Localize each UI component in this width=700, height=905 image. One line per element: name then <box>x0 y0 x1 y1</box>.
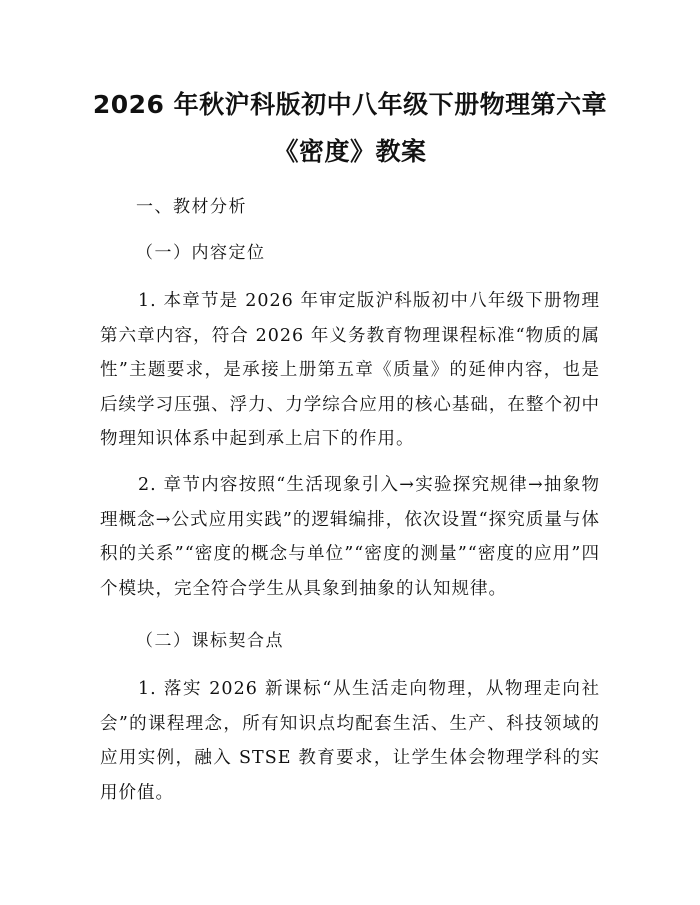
subsection-heading-content-positioning: （一）内容定位 <box>136 243 266 263</box>
paragraph-content-positioning-1: 1. 本章节是 2026 年审定版沪科版初中八年级下册物理第六章内容，符合 2026 年义务教育物理课程标准“物质的属性”主题要求，是承接上册第五章《质量》的延伸内容，也是后续学习压强、浮力、力学综合应用的核心基础，在整个初中物理知识体系中起到承上启下的作用。 <box>100 291 600 449</box>
section-heading-textbook-analysis: 一、教材分析 <box>136 197 247 217</box>
document-title-line-1: 2026 年秋沪科版初中八年级下册物理第六章 <box>92 90 608 119</box>
paragraph-curriculum-alignment-1: 1. 落实 2026 新课标“从生活走向物理，从物理走向社会”的课程理念，所有知识点均配套生活、生产、科技领域的应用实例，融入 STSE 教育要求，让学生体会物理学科的实用价值。 <box>100 679 600 803</box>
subsection-heading-curriculum-alignment: （二）课标契合点 <box>136 631 284 651</box>
document-title-line-2: 《密度》教案 <box>273 137 427 166</box>
paragraph-content-positioning-2: 2. 章节内容按照“生活现象引入→实验探究规律→抽象物理概念→公式应用实践”的逻辑编排，依次设置“探究质量与体积的关系”“密度的概念与单位”“密度的测量”“密度的应用”四个模块，完全符合学生从具象到抽象的认知规律。 <box>100 475 600 599</box>
